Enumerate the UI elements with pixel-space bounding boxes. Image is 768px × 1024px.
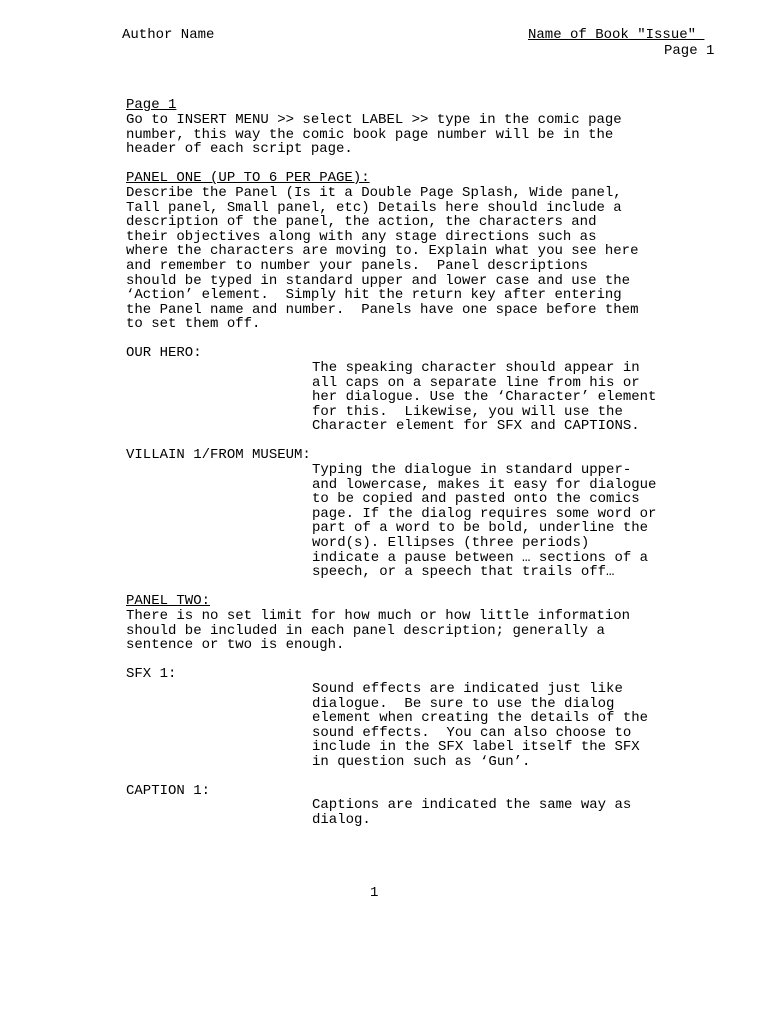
intro-text: Go to INSERT MENU >> select LABEL >> type in the comic page number, this way the comic book page number will be in the header of each script page. [126, 112, 622, 158]
panel-one-description: Describe the Panel (Is it a Double Page Splash, Wide panel, Tall panel, Small panel, etc) Details here should include a description of the panel, the action, the characters and their objectives along with any stage directions such as where the characters are moving to. Explain what you see here and remember to number your panels. Panel descriptions should be typed in standard upper and lower case and use the ‘Action’ element. Simply hit the return key after entering the Panel name and number. Panels have one space before them to set them off. [126, 185, 639, 333]
panel-two-heading: PANEL TWO: [126, 593, 211, 609]
dialogue-text: The speaking character should appear in all caps on a separate line from his or her dialogue. Use the ‘Character’ element for this. Likewise, you will use the Character element for SFX and CAPTIONS. [312, 360, 657, 435]
author-name: Author Name [122, 27, 215, 43]
book-title: Name of Book "Issue" [528, 27, 705, 43]
page-heading: Page 1 [126, 97, 177, 113]
character-name: VILLAIN 1/FROM MUSEUM: [126, 447, 311, 463]
character-name: SFX 1: [126, 666, 177, 682]
panel-one-heading: PANEL ONE (UP TO 6 PER PAGE): [126, 170, 370, 186]
dialogue-text: Typing the dialogue in standard upper- and lowercase, makes it easy for dialogue to be copied and pasted onto the comics page. If the dialog requires some word or part of a word to be bold, underline the word(s). Ellipses (three periods) indicate a pause between … sections of a speech, or a speech that trails off… [312, 462, 657, 581]
character-name: CAPTION 1: [126, 783, 211, 799]
dialogue-text: Captions are indicated the same way as dialog. [312, 797, 632, 828]
character-name: OUR HERO: [126, 345, 202, 361]
panel-two-description: There is no set limit for how much or how little information should be included in each panel description; generally a sentence or two is enough. [126, 608, 631, 654]
dialogue-text: Sound effects are indicated just like dialogue. Be sure to use the dialog element when creating the details of the sound effects. You can also choose to include in the SFX label itself the SFX in question such as ‘Gun’. [312, 681, 649, 770]
footer-page-number: 1 [370, 885, 379, 901]
header-page-label: Page 1 [664, 43, 715, 59]
